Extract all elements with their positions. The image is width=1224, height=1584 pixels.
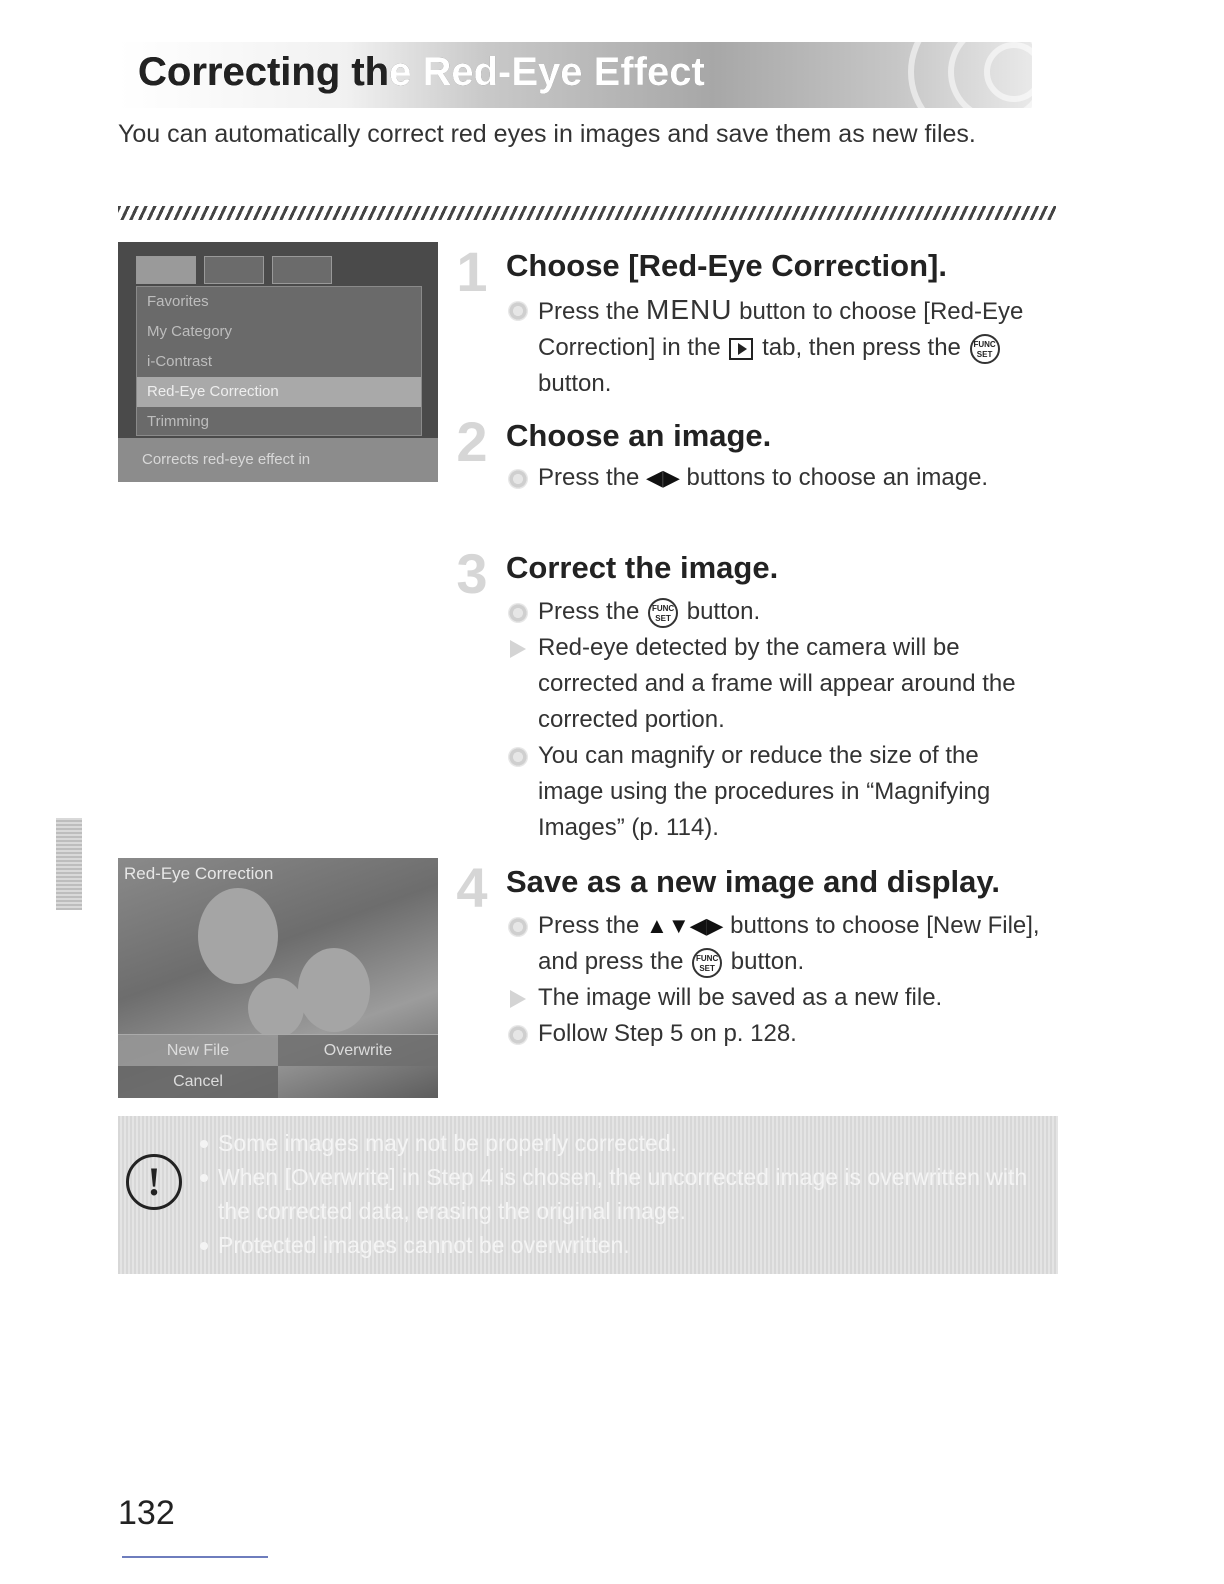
screen-label: Red-Eye Correction — [124, 864, 274, 883]
step-bullets — [506, 460, 1046, 496]
playback-menu-screenshot — [118, 242, 438, 482]
step-bullet — [506, 594, 1046, 630]
photo-face — [198, 888, 278, 984]
menu-list — [136, 286, 422, 436]
option-row — [118, 1034, 438, 1066]
func-set-button-icon: FUNC SET — [970, 334, 1000, 364]
caution-box — [118, 1116, 1058, 1274]
caution-list — [196, 1126, 1046, 1262]
result-arrow-icon — [510, 990, 526, 1008]
step-result — [506, 980, 1046, 1016]
cancel-option: Cancel — [118, 1066, 278, 1098]
menu-button-label: MENU — [646, 294, 733, 325]
step-number: 3 — [456, 542, 488, 605]
four-way-arrows-icon: ▲▼◀▶ — [646, 913, 724, 938]
setup-tab — [272, 256, 332, 284]
caution-item: Protected images cannot be overwritten. — [196, 1228, 1046, 1262]
caution-icon: ! — [126, 1154, 182, 1210]
caution-item: Some images may not be properly corrected. — [196, 1126, 1046, 1160]
func-set-button-icon: FUNC SET — [692, 948, 722, 978]
bullet-dot-icon — [508, 603, 528, 623]
step-heading: Save as a new image and display. — [506, 864, 1000, 899]
menu-item: My Category — [147, 323, 233, 340]
step-bullets — [506, 292, 1046, 402]
footer-rule — [122, 1556, 268, 1558]
step-bullet — [506, 1016, 1046, 1052]
step-bullet — [506, 460, 1046, 496]
photo-face — [248, 978, 304, 1038]
bullet-text: Press the — [538, 598, 647, 625]
page-title: Correcting the Red-Eye Effect — [138, 50, 705, 94]
bullet-text: button. — [538, 370, 612, 397]
page-number: 132 — [118, 1494, 175, 1532]
bullet-dot-icon — [508, 469, 528, 489]
step-heading: Choose an image. — [506, 418, 772, 453]
bullet-text: You can magnify or reduce the size of the image using the procedures in “Magnifying Images” (p. 114). — [538, 742, 991, 841]
step-number: 1 — [456, 240, 488, 303]
menu-item: Trimming — [147, 413, 209, 430]
bullet-text: Press the — [538, 464, 647, 491]
menu-hint: Corrects red-eye effect in — [118, 438, 438, 482]
func-set-button-icon: FUNC SET — [648, 598, 678, 628]
step-heading: Choose [Red-Eye Correction]. — [506, 248, 947, 283]
step-bullets — [506, 594, 1046, 846]
step-number: 2 — [456, 410, 488, 473]
playback-tab — [136, 256, 196, 284]
result-arrow-icon — [510, 640, 526, 658]
bullet-text: Follow Step 5 on p. 128. — [538, 1020, 797, 1047]
section-divider — [118, 206, 1056, 220]
bullet-text: Press the — [538, 912, 647, 939]
bullet-text: button. — [680, 598, 761, 625]
step-number: 4 — [456, 856, 488, 919]
bullet-dot-icon — [508, 747, 528, 767]
menu-item: Favorites — [147, 293, 209, 310]
left-right-arrows-icon: ◀▶ — [646, 465, 680, 490]
step-bullet — [506, 292, 1046, 402]
playback-tab-icon — [729, 338, 753, 360]
bullet-text: The image will be saved as a new file. — [538, 984, 943, 1011]
bullet-text: button. — [724, 948, 805, 975]
photo-face — [298, 948, 370, 1032]
print-tab — [204, 256, 264, 284]
step-result — [506, 630, 1046, 738]
title-banner — [118, 42, 1032, 108]
red-eye-result-screenshot — [118, 858, 438, 1098]
bullet-text: button to choose [Red-Eye Correction] in the — [538, 298, 1024, 361]
intro-text: You can automatically correct red eyes in images and save them as new files. — [118, 120, 976, 148]
step-heading: Correct the image. — [506, 550, 779, 585]
step-bullet — [506, 738, 1046, 846]
overwrite-option: Overwrite — [278, 1034, 438, 1066]
bullet-dot-icon — [508, 1025, 528, 1045]
bullet-text: tab, then press the — [755, 334, 968, 361]
bullet-dot-icon — [508, 917, 528, 937]
menu-item: i-Contrast — [147, 353, 213, 370]
caution-item: When [Overwrite] in Step 4 is chosen, the uncorrected image is overwritten with the corrected data, erasing the original image. — [196, 1160, 1046, 1228]
bullet-text: Press the — [538, 298, 647, 325]
bullet-text: buttons to choose [New File], and press the — [538, 912, 1040, 975]
menu-tabs — [136, 256, 332, 284]
step-bullets — [506, 908, 1046, 1052]
bullet-text: buttons to choose an image. — [679, 464, 989, 491]
bullet-dot-icon — [508, 301, 528, 321]
bullet-text: Red-eye detected by the camera will be corrected and a frame will appear around the corrected portion. — [538, 634, 1016, 733]
step-bullet — [506, 908, 1046, 980]
chapter-side-tab — [56, 818, 82, 910]
new-file-option: New File — [118, 1034, 278, 1066]
menu-item-selected: Red-Eye Correction — [137, 377, 421, 407]
